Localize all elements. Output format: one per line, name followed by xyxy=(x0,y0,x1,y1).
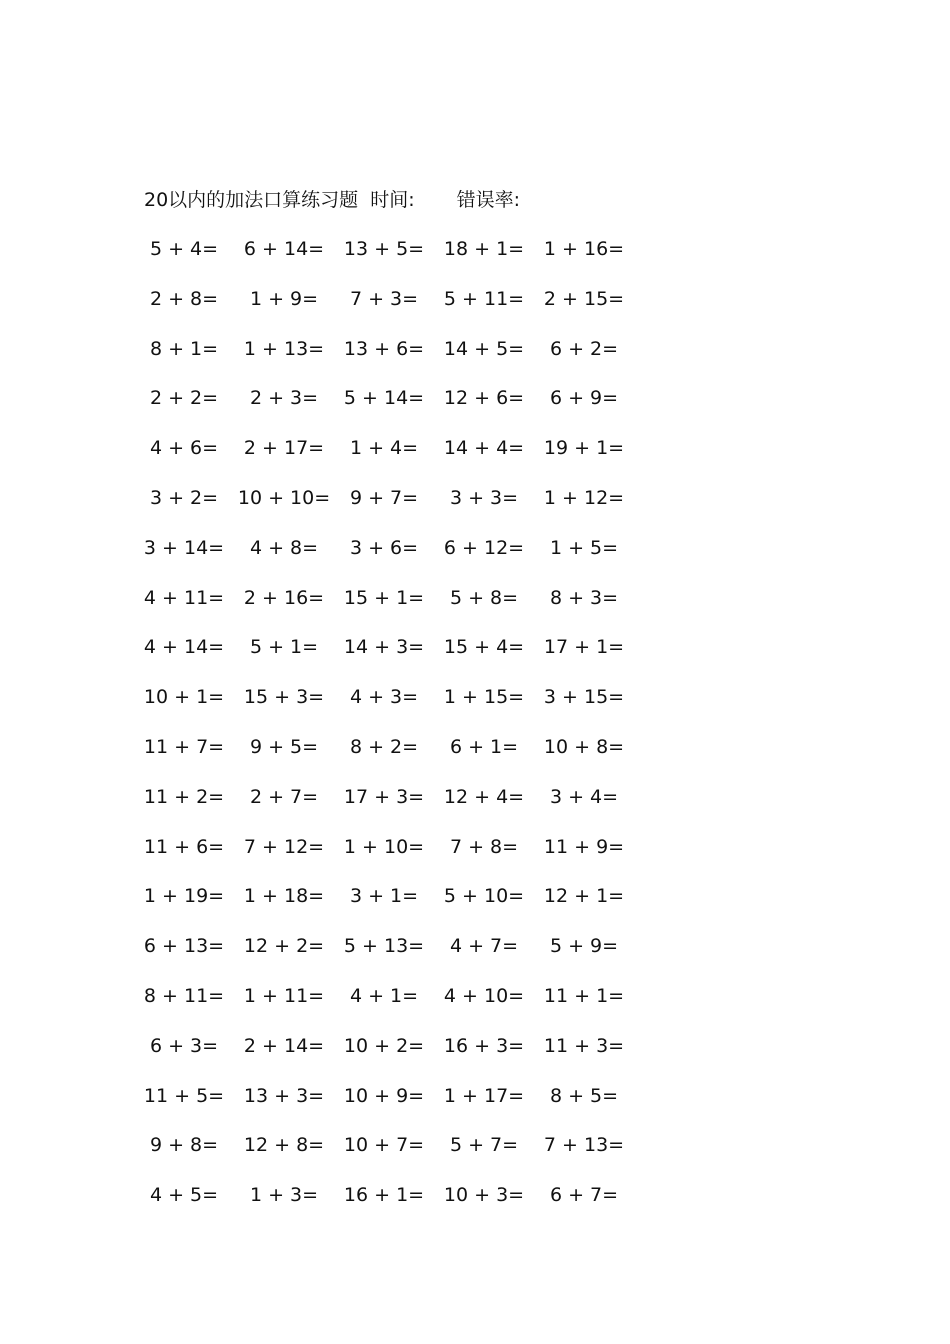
math-problem: 5 + 14= xyxy=(343,387,425,410)
math-problem: 5 + 1= xyxy=(249,636,319,659)
math-problem: 15 + 3= xyxy=(243,686,325,709)
math-problem: 13 + 3= xyxy=(243,1084,325,1107)
math-problem: 1 + 10= xyxy=(343,835,425,858)
math-problem: 5 + 7= xyxy=(449,1134,519,1157)
math-problem: 2 + 15= xyxy=(543,287,625,310)
math-problem: 17 + 1= xyxy=(543,636,625,659)
math-problem: 4 + 1= xyxy=(349,984,419,1007)
math-problem: 10 + 3= xyxy=(443,1184,525,1207)
math-problem: 10 + 10= xyxy=(237,486,331,509)
math-problem: 4 + 7= xyxy=(449,935,519,958)
math-problem: 11 + 1= xyxy=(543,984,625,1007)
problem-row xyxy=(134,733,634,783)
problem-row xyxy=(134,235,634,285)
math-problem: 2 + 2= xyxy=(149,387,219,410)
math-problem: 15 + 1= xyxy=(343,586,425,609)
problem-row xyxy=(134,683,634,733)
math-problem: 14 + 5= xyxy=(443,337,525,360)
math-problem: 11 + 2= xyxy=(143,785,225,808)
math-problem: 1 + 5= xyxy=(549,536,619,559)
math-problem: 8 + 2= xyxy=(349,735,419,758)
problem-row xyxy=(134,335,634,385)
math-problem: 2 + 7= xyxy=(249,785,319,808)
problem-row xyxy=(134,484,634,534)
math-problem: 5 + 10= xyxy=(443,885,525,908)
math-problem: 1 + 4= xyxy=(349,437,419,460)
math-problem: 3 + 3= xyxy=(449,486,519,509)
math-problem: 1 + 3= xyxy=(249,1184,319,1207)
math-problem: 15 + 4= xyxy=(443,636,525,659)
math-problem: 5 + 13= xyxy=(343,935,425,958)
math-problem: 18 + 1= xyxy=(443,238,525,260)
math-problem: 12 + 8= xyxy=(243,1134,325,1157)
math-problem: 6 + 3= xyxy=(149,1034,219,1057)
math-problem: 10 + 2= xyxy=(343,1034,425,1057)
worksheet-title: 20以内的加法口算练习题 xyxy=(144,189,359,211)
math-problem: 12 + 2= xyxy=(243,935,325,958)
math-problem: 16 + 3= xyxy=(443,1034,525,1057)
time-label: 时间: xyxy=(370,189,415,211)
error-rate-label: 错误率: xyxy=(456,189,520,211)
math-problem: 14 + 3= xyxy=(343,636,425,659)
math-problem: 3 + 2= xyxy=(149,486,219,509)
math-problem: 3 + 1= xyxy=(349,885,419,908)
math-problem: 2 + 16= xyxy=(243,586,325,609)
math-problem: 6 + 12= xyxy=(443,536,525,559)
math-problem: 6 + 7= xyxy=(549,1184,619,1207)
math-problem: 4 + 6= xyxy=(149,437,219,460)
math-problem: 1 + 16= xyxy=(543,238,625,260)
math-problem: 2 + 14= xyxy=(243,1034,325,1057)
worksheet-header xyxy=(144,186,520,214)
math-problem: 13 + 5= xyxy=(343,238,425,260)
math-problem: 12 + 6= xyxy=(443,387,525,410)
math-problem: 5 + 4= xyxy=(149,238,219,260)
math-problem: 19 + 1= xyxy=(543,437,625,460)
problem-row xyxy=(134,932,634,982)
math-problem: 4 + 14= xyxy=(143,636,225,659)
math-problem: 4 + 8= xyxy=(249,536,319,559)
math-problem: 8 + 5= xyxy=(549,1084,619,1107)
math-problem: 9 + 5= xyxy=(249,735,319,758)
math-problem: 11 + 6= xyxy=(143,835,225,858)
math-problem: 14 + 4= xyxy=(443,437,525,460)
problem-row xyxy=(134,285,634,335)
math-problem: 2 + 17= xyxy=(243,437,325,460)
math-problem: 12 + 4= xyxy=(443,785,525,808)
math-problem: 11 + 7= xyxy=(143,735,225,758)
math-problem: 6 + 14= xyxy=(243,238,325,260)
math-problem: 6 + 9= xyxy=(549,387,619,410)
math-problem: 8 + 1= xyxy=(149,337,219,360)
problem-row xyxy=(134,982,634,1032)
problem-row xyxy=(134,534,634,584)
math-problem: 5 + 8= xyxy=(449,586,519,609)
math-problem: 1 + 19= xyxy=(143,885,225,908)
math-problem: 4 + 10= xyxy=(443,984,525,1007)
math-problem: 7 + 13= xyxy=(543,1134,625,1157)
math-problem: 9 + 8= xyxy=(149,1134,219,1157)
math-problem: 1 + 9= xyxy=(249,287,319,310)
math-problem: 8 + 3= xyxy=(549,586,619,609)
math-problem: 10 + 7= xyxy=(343,1134,425,1157)
problem-row xyxy=(134,434,634,484)
math-problem: 1 + 17= xyxy=(443,1084,525,1107)
math-problem: 2 + 3= xyxy=(249,387,319,410)
math-problem: 2 + 8= xyxy=(149,287,219,310)
math-problem: 11 + 9= xyxy=(543,835,625,858)
math-problem: 3 + 6= xyxy=(349,536,419,559)
problem-row xyxy=(134,833,634,883)
problem-row xyxy=(134,783,634,833)
math-problem: 1 + 11= xyxy=(243,984,325,1007)
problem-grid xyxy=(134,235,634,1231)
math-problem: 4 + 11= xyxy=(143,586,225,609)
math-problem: 5 + 11= xyxy=(443,287,525,310)
math-problem: 11 + 5= xyxy=(143,1084,225,1107)
math-problem: 10 + 1= xyxy=(143,686,225,709)
math-problem: 3 + 4= xyxy=(549,785,619,808)
math-problem: 5 + 9= xyxy=(549,935,619,958)
math-problem: 4 + 3= xyxy=(349,686,419,709)
problem-row xyxy=(134,633,634,683)
math-problem: 7 + 12= xyxy=(243,835,325,858)
math-problem: 6 + 2= xyxy=(549,337,619,360)
problem-row xyxy=(134,1181,634,1231)
problem-row xyxy=(134,1032,634,1082)
math-problem: 11 + 3= xyxy=(543,1034,625,1057)
math-problem: 17 + 3= xyxy=(343,785,425,808)
problem-row xyxy=(134,882,634,932)
problem-row xyxy=(134,1082,634,1132)
math-problem: 10 + 8= xyxy=(543,735,625,758)
math-problem: 1 + 15= xyxy=(443,686,525,709)
problem-row xyxy=(134,384,634,434)
math-problem: 10 + 9= xyxy=(343,1084,425,1107)
math-problem: 6 + 13= xyxy=(143,935,225,958)
math-problem: 7 + 3= xyxy=(349,287,419,310)
math-problem: 1 + 13= xyxy=(243,337,325,360)
math-problem: 13 + 6= xyxy=(343,337,425,360)
problem-row xyxy=(134,584,634,634)
math-problem: 16 + 1= xyxy=(343,1184,425,1207)
math-problem: 1 + 18= xyxy=(243,885,325,908)
problem-row xyxy=(134,1131,634,1181)
math-problem: 3 + 14= xyxy=(143,536,225,559)
math-problem: 12 + 1= xyxy=(543,885,625,908)
math-problem: 4 + 5= xyxy=(149,1184,219,1207)
math-problem: 6 + 1= xyxy=(449,735,519,758)
math-problem: 1 + 12= xyxy=(543,486,625,509)
math-problem: 3 + 15= xyxy=(543,686,625,709)
math-problem: 8 + 11= xyxy=(143,984,225,1007)
math-problem: 9 + 7= xyxy=(349,486,419,509)
math-problem: 7 + 8= xyxy=(449,835,519,858)
